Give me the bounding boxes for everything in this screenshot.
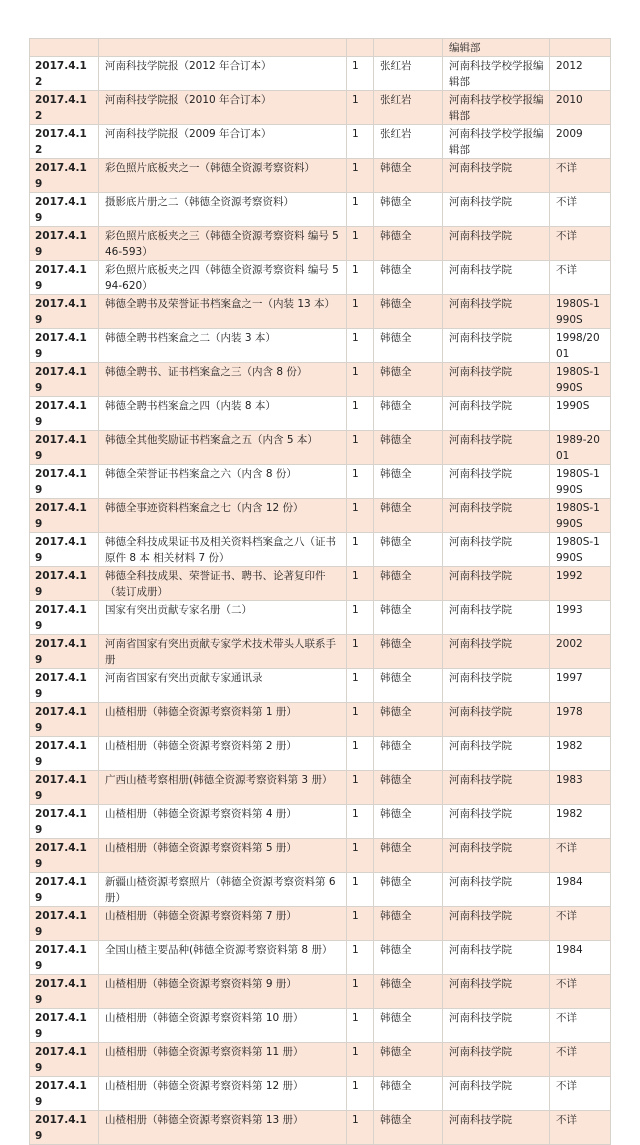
table-row <box>30 805 611 839</box>
table-row <box>30 601 611 635</box>
table-row <box>30 1111 611 1145</box>
cell-title: 山楂相册（韩德全资源考察资料第 9 册） <box>99 975 347 1009</box>
cell-qty: 1 <box>347 431 374 465</box>
cell-person: 韩德全 <box>374 941 443 975</box>
cell-date: 2017.4.19 <box>30 363 99 397</box>
cell-year: 1982 <box>550 805 611 839</box>
cell-qty: 1 <box>347 363 374 397</box>
cell-title: 韩德全聘书档案盒之二（内装 3 本） <box>99 329 347 363</box>
cell-year: 1998/2001 <box>550 329 611 363</box>
cell-person: 韩德全 <box>374 227 443 261</box>
cell-org: 河南科技学院 <box>443 703 550 737</box>
cell-org: 河南科技学院 <box>443 975 550 1009</box>
cell-date: 2017.4.19 <box>30 465 99 499</box>
cell-date: 2017.4.19 <box>30 669 99 703</box>
cell-title <box>99 39 347 57</box>
cell-year: 1982 <box>550 737 611 771</box>
table-row <box>30 431 611 465</box>
cell-person: 韩德全 <box>374 533 443 567</box>
cell-org: 河南科技学院 <box>443 907 550 941</box>
table-row <box>30 771 611 805</box>
cell-qty: 1 <box>347 499 374 533</box>
cell-qty: 1 <box>347 805 374 839</box>
cell-date: 2017.4.19 <box>30 499 99 533</box>
table-row <box>30 1009 611 1043</box>
cell-org: 河南科技学院 <box>443 1009 550 1043</box>
cell-year <box>550 39 611 57</box>
cell-date: 2017.4.19 <box>30 1111 99 1145</box>
cell-year: 1997 <box>550 669 611 703</box>
cell-title: 韩德全聘书、证书档案盒之三（内含 8 份） <box>99 363 347 397</box>
cell-org: 河南科技学院 <box>443 669 550 703</box>
cell-person: 韩德全 <box>374 193 443 227</box>
cell-org: 河南科技学院 <box>443 431 550 465</box>
cell-person: 韩德全 <box>374 907 443 941</box>
cell-title: 山楂相册（韩德全资源考察资料第 4 册） <box>99 805 347 839</box>
table-row <box>30 193 611 227</box>
cell-date: 2017.4.19 <box>30 805 99 839</box>
cell-org: 河南科技学院 <box>443 873 550 907</box>
cell-year: 1984 <box>550 873 611 907</box>
cell-person: 韩德全 <box>374 1043 443 1077</box>
cell-title: 河南省国家有突出贡献专家通讯录 <box>99 669 347 703</box>
cell-title: 全国山楂主要品种(韩德全资源考察资料第 8 册） <box>99 941 347 975</box>
cell-year: 不详 <box>550 193 611 227</box>
cell-org: 河南科技学院 <box>443 397 550 431</box>
cell-title: 韩德全科技成果证书及相关资料档案盒之八（证书原件 8 本 相关材料 7 份） <box>99 533 347 567</box>
cell-org: 河南科技学院 <box>443 363 550 397</box>
table-row <box>30 499 611 533</box>
cell-person: 韩德全 <box>374 771 443 805</box>
cell-date: 2017.4.19 <box>30 295 99 329</box>
cell-year: 不详 <box>550 1111 611 1145</box>
cell-qty: 1 <box>347 975 374 1009</box>
table-row <box>30 703 611 737</box>
cell-org: 河南科技学院 <box>443 193 550 227</box>
cell-date: 2017.4.19 <box>30 567 99 601</box>
cell-org: 河南科技学院 <box>443 227 550 261</box>
cell-qty: 1 <box>347 295 374 329</box>
cell-year: 2009 <box>550 125 611 159</box>
cell-person: 韩德全 <box>374 465 443 499</box>
cell-year: 不详 <box>550 839 611 873</box>
table-row <box>30 397 611 431</box>
cell-org: 河南科技学院 <box>443 1043 550 1077</box>
cell-date: 2017.4.19 <box>30 873 99 907</box>
cell-title: 河南省国家有突出贡献专家学术技术带头人联系手册 <box>99 635 347 669</box>
cell-org: 河南科技学院 <box>443 1111 550 1145</box>
cell-title: 广西山楂考察相册(韩德全资源考察资料第 3 册） <box>99 771 347 805</box>
cell-org: 河南科技学院 <box>443 295 550 329</box>
cell-qty: 1 <box>347 91 374 125</box>
cell-title: 韩德全聘书档案盒之四（内装 8 本） <box>99 397 347 431</box>
cell-date: 2017.4.19 <box>30 907 99 941</box>
cell-person: 韩德全 <box>374 873 443 907</box>
cell-org: 河南科技学校学报编辑部 <box>443 125 550 159</box>
cell-title: 国家有突出贡献专家名册（二） <box>99 601 347 635</box>
table-row <box>30 1043 611 1077</box>
cell-year: 不详 <box>550 261 611 295</box>
cell-qty: 1 <box>347 567 374 601</box>
cell-org: 河南科技学院 <box>443 737 550 771</box>
cell-date: 2017.4.19 <box>30 635 99 669</box>
cell-qty <box>347 39 374 57</box>
cell-title: 山楂相册（韩德全资源考察资料第 10 册） <box>99 1009 347 1043</box>
table-row <box>30 737 611 771</box>
cell-date: 2017.4.19 <box>30 601 99 635</box>
cell-date: 2017.4.19 <box>30 261 99 295</box>
cell-org: 河南科技学院 <box>443 805 550 839</box>
cell-org: 河南科技学院 <box>443 1077 550 1111</box>
cell-person: 韩德全 <box>374 975 443 1009</box>
cell-person: 韩德全 <box>374 431 443 465</box>
table-row <box>30 873 611 907</box>
cell-person: 韩德全 <box>374 567 443 601</box>
cell-qty: 1 <box>347 329 374 363</box>
archive-table-body <box>30 39 611 1145</box>
cell-year: 不详 <box>550 227 611 261</box>
cell-person: 韩德全 <box>374 261 443 295</box>
cell-org: 河南科技学院 <box>443 159 550 193</box>
cell-year: 不详 <box>550 1009 611 1043</box>
cell-org: 河南科技学院 <box>443 635 550 669</box>
cell-date: 2017.4.19 <box>30 329 99 363</box>
cell-date: 2017.4.19 <box>30 703 99 737</box>
cell-date <box>30 39 99 57</box>
cell-qty: 1 <box>347 193 374 227</box>
cell-year: 2010 <box>550 91 611 125</box>
cell-date: 2017.4.19 <box>30 431 99 465</box>
table-row <box>30 57 611 91</box>
cell-year: 1984 <box>550 941 611 975</box>
cell-person: 韩德全 <box>374 737 443 771</box>
archive-table <box>29 38 611 1145</box>
cell-date: 2017.4.19 <box>30 1043 99 1077</box>
cell-person: 张红岩 <box>374 125 443 159</box>
cell-org: 河南科技学院 <box>443 567 550 601</box>
cell-person <box>374 39 443 57</box>
cell-year: 1990S <box>550 397 611 431</box>
cell-person: 韩德全 <box>374 159 443 193</box>
cell-title: 韩德全聘书及荣誉证书档案盒之一（内装 13 本） <box>99 295 347 329</box>
cell-title: 韩德全荣誉证书档案盒之六（内含 8 份） <box>99 465 347 499</box>
cell-title: 韩德全事迹资料档案盒之七（内含 12 份） <box>99 499 347 533</box>
cell-person: 韩德全 <box>374 669 443 703</box>
cell-person: 张红岩 <box>374 91 443 125</box>
cell-year: 不详 <box>550 1077 611 1111</box>
cell-title: 河南科技学院报（2010 年合订本） <box>99 91 347 125</box>
cell-date: 2017.4.19 <box>30 975 99 1009</box>
cell-date: 2017.4.19 <box>30 771 99 805</box>
cell-person: 韩德全 <box>374 805 443 839</box>
cell-date: 2017.4.19 <box>30 941 99 975</box>
cell-year: 1993 <box>550 601 611 635</box>
table-row <box>30 91 611 125</box>
cell-year: 不详 <box>550 975 611 1009</box>
cell-year: 1983 <box>550 771 611 805</box>
cell-qty: 1 <box>347 125 374 159</box>
cell-org: 河南科技学院 <box>443 941 550 975</box>
cell-person: 韩德全 <box>374 329 443 363</box>
cell-qty: 1 <box>347 533 374 567</box>
cell-person: 韩德全 <box>374 703 443 737</box>
cell-org: 河南科技学院 <box>443 465 550 499</box>
cell-person: 韩德全 <box>374 1077 443 1111</box>
cell-person: 韩德全 <box>374 397 443 431</box>
table-row <box>30 39 611 57</box>
cell-title: 韩德全其他奖励证书档案盒之五（内含 5 本） <box>99 431 347 465</box>
cell-qty: 1 <box>347 669 374 703</box>
cell-person: 韩德全 <box>374 601 443 635</box>
cell-qty: 1 <box>347 703 374 737</box>
cell-org: 编辑部 <box>443 39 550 57</box>
cell-title: 山楂相册（韩德全资源考察资料第 1 册） <box>99 703 347 737</box>
cell-qty: 1 <box>347 1009 374 1043</box>
cell-person: 韩德全 <box>374 363 443 397</box>
cell-person: 韩德全 <box>374 295 443 329</box>
cell-date: 2017.4.19 <box>30 397 99 431</box>
cell-year: 2002 <box>550 635 611 669</box>
table-row <box>30 465 611 499</box>
cell-org: 河南科技学院 <box>443 329 550 363</box>
cell-org: 河南科技学校学报编辑部 <box>443 91 550 125</box>
cell-qty: 1 <box>347 737 374 771</box>
cell-year: 不详 <box>550 907 611 941</box>
cell-date: 2017.4.19 <box>30 533 99 567</box>
cell-qty: 1 <box>347 1043 374 1077</box>
cell-person: 韩德全 <box>374 1009 443 1043</box>
cell-year: 1992 <box>550 567 611 601</box>
cell-qty: 1 <box>347 907 374 941</box>
table-row <box>30 907 611 941</box>
table-row <box>30 635 611 669</box>
table-row <box>30 975 611 1009</box>
table-row <box>30 159 611 193</box>
cell-year: 1980S-1990S <box>550 499 611 533</box>
cell-title: 河南科技学院报（2012 年合订本） <box>99 57 347 91</box>
cell-qty: 1 <box>347 1077 374 1111</box>
cell-org: 河南科技学院 <box>443 601 550 635</box>
cell-date: 2017.4.19 <box>30 193 99 227</box>
cell-title: 河南科技学院报（2009 年合订本） <box>99 125 347 159</box>
cell-title: 彩色照片底板夹之一（韩德全资源考察资料） <box>99 159 347 193</box>
cell-person: 韩德全 <box>374 1111 443 1145</box>
cell-date: 2017.4.12 <box>30 57 99 91</box>
cell-qty: 1 <box>347 941 374 975</box>
cell-person: 张红岩 <box>374 57 443 91</box>
cell-qty: 1 <box>347 839 374 873</box>
cell-title: 韩德全科技成果、荣誉证书、聘书、论著复印件（装订成册） <box>99 567 347 601</box>
cell-qty: 1 <box>347 465 374 499</box>
table-row <box>30 363 611 397</box>
cell-year: 不详 <box>550 159 611 193</box>
cell-qty: 1 <box>347 635 374 669</box>
cell-person: 韩德全 <box>374 635 443 669</box>
cell-qty: 1 <box>347 873 374 907</box>
cell-title: 彩色照片底板夹之三（韩德全资源考察资料 编号 546-593） <box>99 227 347 261</box>
cell-year: 2012 <box>550 57 611 91</box>
cell-qty: 1 <box>347 771 374 805</box>
cell-org: 河南科技学院 <box>443 839 550 873</box>
cell-qty: 1 <box>347 397 374 431</box>
cell-qty: 1 <box>347 57 374 91</box>
cell-date: 2017.4.19 <box>30 227 99 261</box>
cell-qty: 1 <box>347 601 374 635</box>
cell-year: 1980S-1990S <box>550 465 611 499</box>
cell-date: 2017.4.19 <box>30 737 99 771</box>
cell-qty: 1 <box>347 227 374 261</box>
table-row <box>30 261 611 295</box>
table-row <box>30 1077 611 1111</box>
table-row <box>30 227 611 261</box>
cell-date: 2017.4.19 <box>30 839 99 873</box>
cell-year: 1980S-1990S <box>550 295 611 329</box>
cell-org: 河南科技学校学报编辑部 <box>443 57 550 91</box>
cell-qty: 1 <box>347 159 374 193</box>
cell-title: 彩色照片底板夹之四（韩德全资源考察资料 编号 594-620） <box>99 261 347 295</box>
cell-person: 韩德全 <box>374 499 443 533</box>
cell-title: 山楂相册（韩德全资源考察资料第 5 册） <box>99 839 347 873</box>
cell-title: 山楂相册（韩德全资源考察资料第 12 册） <box>99 1077 347 1111</box>
cell-year: 1978 <box>550 703 611 737</box>
cell-org: 河南科技学院 <box>443 261 550 295</box>
cell-date: 2017.4.12 <box>30 125 99 159</box>
cell-date: 2017.4.19 <box>30 159 99 193</box>
cell-year: 1980S-1990S <box>550 363 611 397</box>
table-row <box>30 125 611 159</box>
cell-date: 2017.4.12 <box>30 91 99 125</box>
table-row <box>30 669 611 703</box>
cell-title: 山楂相册（韩德全资源考察资料第 7 册） <box>99 907 347 941</box>
cell-title: 山楂相册（韩德全资源考察资料第 13 册） <box>99 1111 347 1145</box>
cell-qty: 1 <box>347 1111 374 1145</box>
table-row <box>30 329 611 363</box>
cell-date: 2017.4.19 <box>30 1009 99 1043</box>
cell-year: 1980S-1990S <box>550 533 611 567</box>
table-row <box>30 941 611 975</box>
cell-title: 摄影底片册之二（韩德全资源考察资料） <box>99 193 347 227</box>
table-row <box>30 567 611 601</box>
cell-title: 新疆山楂资源考察照片（韩德全资源考察资料第 6 册） <box>99 873 347 907</box>
cell-person: 韩德全 <box>374 839 443 873</box>
cell-org: 河南科技学院 <box>443 533 550 567</box>
cell-title: 山楂相册（韩德全资源考察资料第 11 册） <box>99 1043 347 1077</box>
table-row <box>30 295 611 329</box>
cell-title: 山楂相册（韩德全资源考察资料第 2 册） <box>99 737 347 771</box>
cell-org: 河南科技学院 <box>443 499 550 533</box>
cell-date: 2017.4.19 <box>30 1077 99 1111</box>
cell-qty: 1 <box>347 261 374 295</box>
cell-year: 不详 <box>550 1043 611 1077</box>
table-row <box>30 533 611 567</box>
table-row <box>30 839 611 873</box>
cell-org: 河南科技学院 <box>443 771 550 805</box>
cell-year: 1989-2001 <box>550 431 611 465</box>
